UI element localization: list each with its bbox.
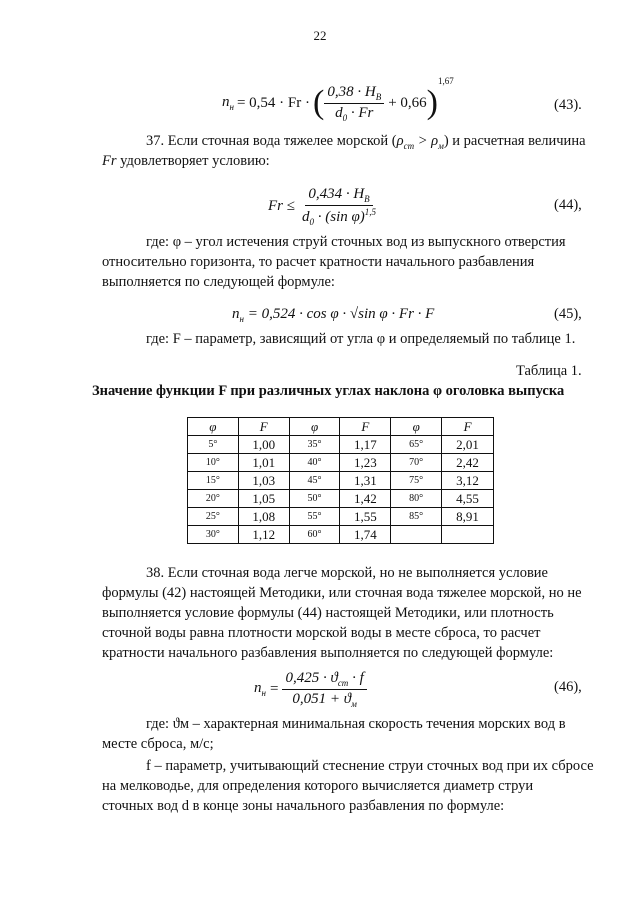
- table-row: [188, 490, 494, 508]
- paragraph-38-line2: формулы (42) настоящей Методики, или сточная вода тяжелее морской, но не: [102, 585, 582, 601]
- value-cell: 1,08: [238, 508, 289, 526]
- angle-cell: 60°: [289, 526, 340, 544]
- paragraph-46-line3: f – параметр, учитывающий стеснение струи сточных вод при их сбросе: [146, 758, 594, 774]
- angle-cell: 85°: [391, 508, 442, 526]
- angle-cell: 35°: [289, 436, 340, 454]
- angle-cell: 10°: [188, 454, 239, 472]
- eq43-fraction: $\frac{0,38 \cdot H_B}{d_0 \cdot Fr}$: [324, 84, 384, 123]
- header-cell: F: [340, 418, 391, 436]
- angle-cell: 70°: [391, 454, 442, 472]
- angle-cell: 80°: [391, 490, 442, 508]
- value-cell: 1,01: [238, 454, 289, 472]
- value-cell: 3,12: [442, 472, 494, 490]
- eq44-lhs: Fr ≤: [268, 197, 295, 214]
- eq44-fraction: $\frac{0,434 \cdot H_B}{d_0 \cdot (\sin \varphi)^{1,5}}$: [301, 185, 377, 227]
- equation-43: [222, 76, 454, 130]
- angle-cell: 30°: [188, 526, 239, 544]
- header-cell: φ: [289, 418, 340, 436]
- f-values-table: [187, 417, 494, 544]
- angle-cell: 25°: [188, 508, 239, 526]
- equation-44: [268, 184, 379, 228]
- eq43-coef: = 0,54 · Fr ·: [236, 94, 311, 111]
- eq46-fraction: $\frac{0,425 \cdot ϑ_{ст} \cdot f}{0,051 + ϑ_м}$: [282, 670, 366, 709]
- value-cell: 8,91: [442, 508, 494, 526]
- eq46-number: (46),: [554, 679, 582, 695]
- eq45-number: (45),: [554, 306, 582, 322]
- value-cell: 1,55: [340, 508, 391, 526]
- page-number: 22: [313, 28, 327, 43]
- paragraph-46-line2: месте сброса, м/с;: [102, 736, 214, 752]
- paragraph-44-line2: относительно горизонта, то расчет кратности начального разбавления: [102, 254, 535, 270]
- eq43-number: (43).: [554, 97, 582, 113]
- paragraph-37-line2: Fr удовлетворяет условию:: [102, 153, 270, 169]
- paragraph-44-line3: выполняется по следующей формуле:: [102, 274, 335, 290]
- paragraph-38-line3: выполняется условие формулы (44) настоящей Методики, или плотность: [102, 605, 554, 621]
- value-cell: 2,01: [442, 436, 494, 454]
- value-cell: 1,23: [340, 454, 391, 472]
- eq43-left-paren: (: [313, 84, 325, 121]
- paragraph-37: 37. Если сточная вода тяжелее морской $(\rho_{ст} > \rho_м)$ и расчетная величина: [146, 133, 586, 151]
- table-row: [188, 472, 494, 490]
- value-cell: 4,55: [442, 490, 494, 508]
- paragraph-38-line1: 38. Если сточная вода легче морской, но не выполняется условие: [146, 565, 548, 581]
- paragraph-46-line1: где: ϑм – характерная минимальная скорость течения морских вод в: [146, 716, 566, 732]
- paragraph-38-line4: сточной воды равна плотности морской воды в месте сброса, то расчет: [102, 625, 541, 641]
- value-cell: 1,17: [340, 436, 391, 454]
- angle-cell: [391, 526, 442, 544]
- paragraph-46-line5: сточных вод d в конце зоны начального разбавления по формуле:: [102, 798, 505, 814]
- header-cell: φ: [188, 418, 239, 436]
- angle-cell: 65°: [391, 436, 442, 454]
- eq46-equals: =: [269, 680, 279, 697]
- value-cell: 2,42: [442, 454, 494, 472]
- equation-46: [254, 666, 367, 712]
- table-row: [188, 508, 494, 526]
- value-cell: 1,31: [340, 472, 391, 490]
- equation-45: $n_н = 0,524 \cdot \cos \varphi \cdot √\sin$ φ · Fr · F: [232, 306, 435, 324]
- header-cell: φ: [391, 418, 442, 436]
- eq43-plus: + 0,66: [388, 94, 427, 111]
- angle-cell: 55°: [289, 508, 340, 526]
- header-cell: F: [442, 418, 494, 436]
- eq45-rhs: = 0,524 · cos φ · √sin φ · Fr · F: [247, 306, 435, 322]
- paragraph-44-line1: где: φ – угол истечения струй сточных вод из выпускного отверстия: [146, 234, 566, 250]
- angle-cell: 20°: [188, 490, 239, 508]
- table-row: [188, 454, 494, 472]
- paragraph-45: где: F – параметр, зависящий от угла φ и определяемый по таблице 1.: [146, 331, 576, 347]
- table-row: [188, 526, 494, 544]
- angle-cell: 15°: [188, 472, 239, 490]
- angle-cell: 50°: [289, 490, 340, 508]
- table-title: Значение функции F при различных углах наклона φ оголовка выпуска: [92, 383, 565, 399]
- value-cell: 1,74: [340, 526, 391, 544]
- table-row: [188, 436, 494, 454]
- angle-cell: 40°: [289, 454, 340, 472]
- eq46-lhs: $n_н$: [254, 680, 266, 698]
- value-cell: [442, 526, 494, 544]
- angle-cell: 5°: [188, 436, 239, 454]
- eq43-lhs: $n_н$: [222, 94, 234, 112]
- paragraph-38-line5: кратности начального разбавления выполняется по следующей формуле:: [102, 645, 554, 661]
- header-cell: F: [238, 418, 289, 436]
- eq44-number: (44),: [554, 197, 582, 213]
- value-cell: 1,00: [238, 436, 289, 454]
- value-cell: 1,12: [238, 526, 289, 544]
- value-cell: 1,03: [238, 472, 289, 490]
- table-header-row: [188, 418, 494, 436]
- paragraph-46-line4: на мелководье, для определения которого вычисляется диаметр струи: [102, 778, 534, 794]
- table-label: Таблица 1.: [516, 363, 582, 379]
- value-cell: 1,05: [238, 490, 289, 508]
- value-cell: 1,42: [340, 490, 391, 508]
- angle-cell: 75°: [391, 472, 442, 490]
- eq43-exponent: 1,67: [437, 76, 454, 86]
- eq43-right-paren: ): [426, 84, 438, 121]
- angle-cell: 45°: [289, 472, 340, 490]
